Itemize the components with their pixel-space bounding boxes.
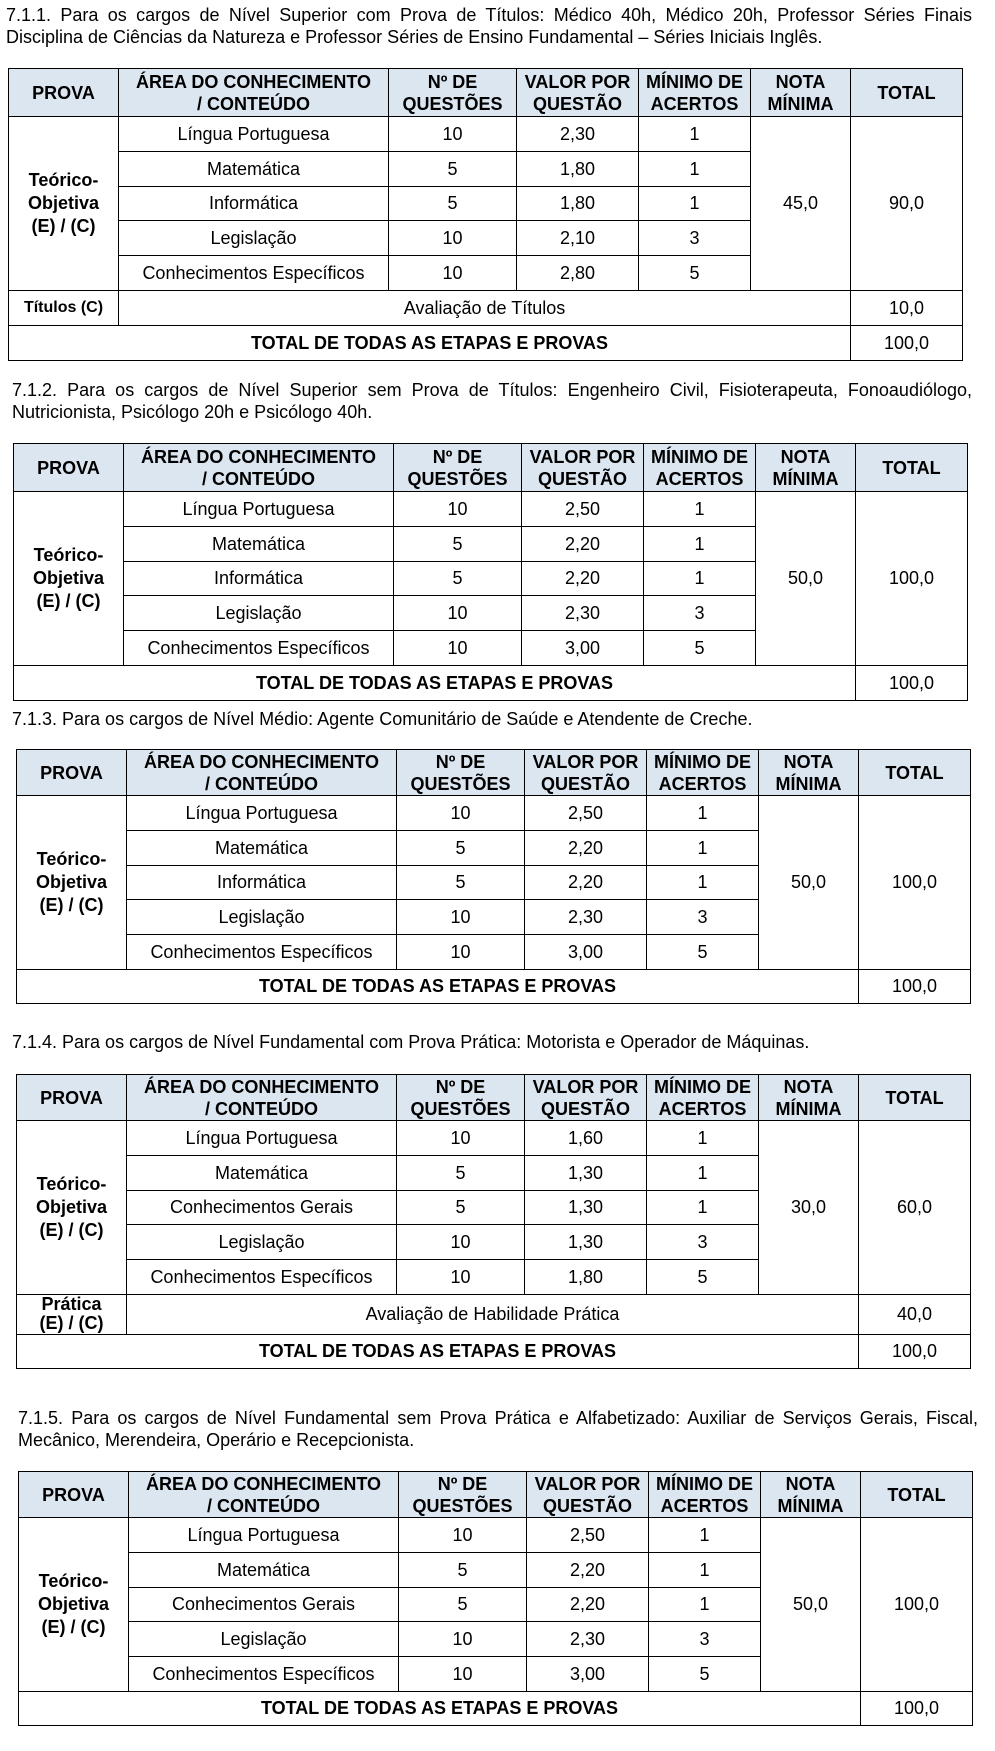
header-total: TOTAL	[851, 69, 963, 117]
header-valor	[525, 1075, 647, 1121]
valor-cell: 2,20	[527, 1587, 649, 1622]
prova-name	[9, 117, 119, 291]
table-row	[17, 796, 971, 831]
header-questoes	[389, 69, 517, 117]
header-line: MÍNIMA	[777, 1495, 844, 1516]
header-line: MÍNIMA	[767, 93, 834, 114]
header-total: TOTAL	[856, 444, 968, 492]
header-line: QUESTÃO	[540, 773, 630, 794]
valor-cell: 2,20	[522, 561, 644, 596]
minimo-cell: 1	[644, 561, 756, 596]
questoes-cell: 5	[399, 1587, 527, 1622]
grand-total-value: 100,0	[859, 969, 971, 1003]
score-table	[16, 1074, 971, 1369]
header-line: ACERTOS	[660, 1495, 749, 1516]
nota-minima-cell: 30,0	[759, 1121, 859, 1295]
questoes-cell: 10	[389, 221, 517, 256]
header-line: QUESTÕES	[402, 93, 503, 114]
header-line: MÍNIMO DE	[654, 1076, 751, 1097]
questoes-cell: 10	[394, 631, 522, 666]
area-cell: Língua Portuguesa	[124, 492, 394, 527]
grand-total-label: TOTAL DE TODAS AS ETAPAS E PROVAS	[17, 969, 859, 1003]
header-nota	[761, 1472, 861, 1518]
minimo-cell: 1	[644, 526, 756, 561]
header-minimo	[639, 69, 751, 117]
questoes-cell: 10	[394, 596, 522, 631]
questoes-cell: 5	[394, 561, 522, 596]
total-cell: 100,0	[859, 796, 971, 970]
header-line: Nº DE	[427, 71, 478, 92]
prova-line: Teórico-	[36, 848, 107, 869]
header-line: ACERTOS	[655, 468, 744, 489]
area-cell: Língua Portuguesa	[129, 1518, 399, 1553]
valor-cell: 2,50	[527, 1518, 649, 1553]
section-caption: 7.1.3. Para os cargos de Nível Médio: Agente Comunitário de Saúde e Atendente de Creche.	[12, 709, 753, 729]
header-line: ACERTOS	[658, 773, 747, 794]
header-minimo	[649, 1472, 761, 1518]
area-cell: Legislação	[127, 1225, 397, 1260]
area-cell: Língua Portuguesa	[119, 117, 389, 152]
area-cell: Matemática	[127, 1155, 397, 1190]
area-cell: Legislação	[124, 596, 394, 631]
questoes-cell: 10	[399, 1622, 527, 1657]
header-prova: PROVA	[17, 1075, 127, 1121]
minimo-cell: 1	[649, 1587, 761, 1622]
area-cell: Matemática	[127, 830, 397, 865]
area-cell: Conhecimentos Específicos	[127, 1260, 397, 1295]
questoes-cell: 10	[389, 256, 517, 291]
header-line: ÁREA DO CONHECIMENTO	[135, 71, 371, 92]
header-line: VALOR POR	[532, 1076, 639, 1097]
table-row	[19, 1518, 973, 1553]
header-line: ÁREA DO CONHECIMENTO	[143, 751, 379, 772]
area-cell: Legislação	[119, 221, 389, 256]
questoes-cell: 5	[389, 186, 517, 221]
area-cell: Conhecimentos Específicos	[124, 631, 394, 666]
minimo-cell: 1	[647, 1155, 759, 1190]
prova-line: (E) / (C)	[39, 894, 104, 915]
header-valor	[522, 444, 644, 492]
header-total: TOTAL	[859, 1075, 971, 1121]
minimo-cell: 1	[639, 186, 751, 221]
header-questoes	[397, 750, 525, 796]
section-caption: 7.1.1. Para os cargos de Nível Superior com Prova de Títulos: Médico 40h, Médico 20h, Professor Séries Finais Disciplina de Ciências da Natureza e Professor Séries de Ensino Fundamental – Séries Iniciais Inglês.	[6, 5, 972, 47]
minimo-cell: 1	[649, 1552, 761, 1587]
section-caption: 7.1.4. Para os cargos de Nível Fundamental com Prova Prática: Motorista e Operador de Máquinas.	[12, 1032, 810, 1052]
minimo-cell: 5	[644, 631, 756, 666]
area-cell: Legislação	[129, 1622, 399, 1657]
header-valor	[517, 69, 639, 117]
grand-total-label: TOTAL DE TODAS AS ETAPAS E PROVAS	[14, 665, 856, 700]
header-line: QUESTÕES	[410, 1098, 511, 1119]
prova-line: (E) / (C)	[39, 1219, 104, 1240]
minimo-cell: 3	[647, 900, 759, 935]
extra-prova-name	[17, 1294, 127, 1334]
extra-row	[17, 1294, 971, 1334]
nota-minima-cell: 45,0	[751, 117, 851, 291]
minimo-cell: 1	[647, 1190, 759, 1225]
header-line: QUESTÕES	[407, 468, 508, 489]
prova-line: (E) / (C)	[39, 1313, 104, 1334]
questoes-cell: 5	[397, 865, 525, 900]
header-line: NOTA	[783, 1076, 834, 1097]
grand-total-row	[17, 969, 971, 1003]
area-cell: Matemática	[129, 1552, 399, 1587]
prova-line: Objetiva	[27, 192, 100, 213]
valor-cell: 1,80	[525, 1260, 647, 1295]
valor-cell: 3,00	[527, 1657, 649, 1692]
area-cell: Conhecimentos Específicos	[119, 256, 389, 291]
prova-line: Objetiva	[32, 567, 105, 588]
header-line: VALOR POR	[532, 751, 639, 772]
header-line: / CONTEÚDO	[206, 1495, 320, 1516]
area-cell: Informática	[119, 186, 389, 221]
valor-cell: 2,20	[525, 865, 647, 900]
header-line: Nº DE	[435, 1076, 486, 1097]
header-line: / CONTEÚDO	[201, 468, 315, 489]
area-cell: Conhecimentos Gerais	[129, 1587, 399, 1622]
extra-row	[9, 290, 963, 325]
grand-total-label: TOTAL DE TODAS AS ETAPAS E PROVAS	[9, 325, 851, 360]
area-cell: Conhecimentos Gerais	[127, 1190, 397, 1225]
prova-line: Títulos (C)	[23, 298, 104, 316]
valor-cell: 2,50	[525, 796, 647, 831]
header-area	[127, 750, 397, 796]
prova-line: (E) / (C)	[36, 590, 101, 611]
table-row	[17, 1121, 971, 1156]
questoes-cell: 10	[399, 1518, 527, 1553]
header-line: ACERTOS	[650, 93, 739, 114]
questoes-cell: 10	[397, 1260, 525, 1295]
prova-name	[14, 492, 124, 666]
questoes-cell: 5	[397, 1155, 525, 1190]
prova-line: Objetiva	[35, 1196, 108, 1217]
total-cell: 90,0	[851, 117, 963, 291]
grand-total-row	[17, 1334, 971, 1368]
questoes-cell: 5	[394, 526, 522, 561]
table-header-row	[19, 1472, 973, 1518]
minimo-cell: 5	[649, 1657, 761, 1692]
prova-line: (E) / (C)	[41, 1616, 106, 1637]
table-header-row	[17, 750, 971, 796]
header-line: Nº DE	[437, 1473, 488, 1494]
extra-description: Avaliação de Habilidade Prática	[127, 1294, 859, 1334]
questoes-cell: 10	[397, 935, 525, 970]
minimo-cell: 1	[647, 796, 759, 831]
table-row	[9, 117, 963, 152]
valor-cell: 1,30	[525, 1155, 647, 1190]
questoes-cell: 5	[397, 1190, 525, 1225]
questoes-cell: 5	[399, 1552, 527, 1587]
minimo-cell: 1	[647, 865, 759, 900]
header-total: TOTAL	[861, 1472, 973, 1518]
valor-cell: 1,30	[525, 1225, 647, 1260]
header-questoes	[399, 1472, 527, 1518]
extra-total: 40,0	[859, 1294, 971, 1334]
header-line: NOTA	[783, 751, 834, 772]
total-cell: 60,0	[859, 1121, 971, 1295]
header-line: MÍNIMO DE	[656, 1473, 753, 1494]
minimo-cell: 5	[647, 1260, 759, 1295]
grand-total-label: TOTAL DE TODAS AS ETAPAS E PROVAS	[19, 1691, 861, 1725]
header-nota	[759, 750, 859, 796]
valor-cell: 3,00	[522, 631, 644, 666]
table-header-row	[14, 444, 968, 492]
questoes-cell: 10	[397, 1121, 525, 1156]
prova-line: Objetiva	[35, 871, 108, 892]
header-prova: PROVA	[17, 750, 127, 796]
prova-name	[17, 1121, 127, 1295]
header-line: / CONTEÚDO	[204, 773, 318, 794]
score-table	[16, 749, 971, 1004]
header-line: ÁREA DO CONHECIMENTO	[145, 1473, 381, 1494]
valor-cell: 2,30	[525, 900, 647, 935]
score-table	[13, 443, 968, 701]
valor-cell: 2,30	[517, 117, 639, 152]
grand-total-value: 100,0	[851, 325, 963, 360]
area-cell: Língua Portuguesa	[127, 1121, 397, 1156]
section-caption: 7.1.5. Para os cargos de Nível Fundamental sem Prova Prática e Alfabetizado: Auxiliar de Serviços Gerais, Fiscal, Mecânico, Merendeira, Operário e Recepcionista.	[18, 1408, 978, 1450]
header-valor	[527, 1472, 649, 1518]
score-table	[18, 1471, 973, 1726]
extra-description: Avaliação de Títulos	[119, 290, 851, 325]
valor-cell: 1,60	[525, 1121, 647, 1156]
header-nota	[751, 69, 851, 117]
total-cell: 100,0	[861, 1518, 973, 1692]
header-questoes	[394, 444, 522, 492]
valor-cell: 2,20	[525, 830, 647, 865]
area-cell: Informática	[127, 865, 397, 900]
header-line: MÍNIMO DE	[651, 446, 748, 467]
minimo-cell: 1	[649, 1518, 761, 1553]
header-total: TOTAL	[859, 750, 971, 796]
extra-prova-name	[9, 290, 119, 325]
header-line: / CONTEÚDO	[204, 1098, 318, 1119]
header-line: NOTA	[780, 446, 831, 467]
header-area	[129, 1472, 399, 1518]
header-nota	[756, 444, 856, 492]
valor-cell: 3,00	[525, 935, 647, 970]
header-area	[127, 1075, 397, 1121]
header-line: VALOR POR	[524, 71, 631, 92]
header-minimo	[647, 1075, 759, 1121]
questoes-cell: 5	[397, 830, 525, 865]
header-prova: PROVA	[9, 69, 119, 117]
header-line: MÍNIMO DE	[646, 71, 743, 92]
valor-cell: 1,80	[517, 151, 639, 186]
nota-minima-cell: 50,0	[756, 492, 856, 666]
header-valor	[525, 750, 647, 796]
header-line: QUESTÃO	[540, 1098, 630, 1119]
header-line: VALOR POR	[534, 1473, 641, 1494]
header-line: QUESTÃO	[537, 468, 627, 489]
questoes-cell: 10	[397, 1225, 525, 1260]
prova-line: Teórico-	[36, 1173, 107, 1194]
header-line: QUESTÃO	[532, 93, 622, 114]
header-line: MÍNIMA	[775, 1098, 842, 1119]
area-cell: Informática	[124, 561, 394, 596]
header-line: MÍNIMO DE	[654, 751, 751, 772]
header-line: MÍNIMA	[775, 773, 842, 794]
prova-name	[19, 1518, 129, 1692]
grand-total-row	[9, 325, 963, 360]
area-cell: Conhecimentos Específicos	[129, 1657, 399, 1692]
prova-line: Objetiva	[37, 1593, 110, 1614]
header-line: Nº DE	[432, 446, 483, 467]
table-row	[14, 492, 968, 527]
minimo-cell: 3	[644, 596, 756, 631]
header-line: QUESTÃO	[542, 1495, 632, 1516]
questoes-cell: 10	[399, 1657, 527, 1692]
header-area	[119, 69, 389, 117]
area-cell: Legislação	[127, 900, 397, 935]
valor-cell: 2,30	[522, 596, 644, 631]
minimo-cell: 3	[649, 1622, 761, 1657]
valor-cell: 2,10	[517, 221, 639, 256]
questoes-cell: 10	[394, 492, 522, 527]
header-minimo	[644, 444, 756, 492]
header-line: MÍNIMA	[772, 468, 839, 489]
valor-cell: 2,30	[527, 1622, 649, 1657]
minimo-cell: 1	[639, 117, 751, 152]
grand-total-label: TOTAL DE TODAS AS ETAPAS E PROVAS	[17, 1334, 859, 1368]
score-table	[8, 68, 963, 361]
prova-line: Teórico-	[28, 169, 99, 190]
minimo-cell: 5	[639, 256, 751, 291]
prova-line: Prática	[41, 1294, 102, 1315]
header-questoes	[397, 1075, 525, 1121]
header-line: VALOR POR	[529, 446, 636, 467]
prova-name	[17, 796, 127, 970]
area-cell: Conhecimentos Específicos	[127, 935, 397, 970]
valor-cell: 2,20	[527, 1552, 649, 1587]
grand-total-value: 100,0	[861, 1691, 973, 1725]
questoes-cell: 10	[397, 900, 525, 935]
header-line: NOTA	[775, 71, 826, 92]
minimo-cell: 3	[639, 221, 751, 256]
minimo-cell: 1	[644, 492, 756, 527]
header-line: / CONTEÚDO	[196, 93, 310, 114]
nota-minima-cell: 50,0	[759, 796, 859, 970]
header-line: ÁREA DO CONHECIMENTO	[143, 1076, 379, 1097]
header-line: QUESTÕES	[412, 1495, 513, 1516]
header-minimo	[647, 750, 759, 796]
minimo-cell: 5	[647, 935, 759, 970]
questoes-cell: 10	[389, 117, 517, 152]
valor-cell: 2,20	[522, 526, 644, 561]
area-cell: Matemática	[124, 526, 394, 561]
total-cell: 100,0	[856, 492, 968, 666]
header-line: QUESTÕES	[410, 773, 511, 794]
questoes-cell: 10	[397, 796, 525, 831]
minimo-cell: 3	[647, 1225, 759, 1260]
header-prova: PROVA	[19, 1472, 129, 1518]
area-cell: Língua Portuguesa	[127, 796, 397, 831]
questoes-cell: 5	[389, 151, 517, 186]
minimo-cell: 1	[647, 1121, 759, 1156]
grand-total-row	[19, 1691, 973, 1725]
valor-cell: 2,50	[522, 492, 644, 527]
table-header-row	[17, 1075, 971, 1121]
prova-line: (E) / (C)	[31, 215, 96, 236]
table-header-row	[9, 69, 963, 117]
valor-cell: 2,80	[517, 256, 639, 291]
prova-line: Teórico-	[33, 544, 104, 565]
header-line: ÁREA DO CONHECIMENTO	[140, 446, 376, 467]
valor-cell: 1,80	[517, 186, 639, 221]
valor-cell: 1,30	[525, 1190, 647, 1225]
header-nota	[759, 1075, 859, 1121]
minimo-cell: 1	[647, 830, 759, 865]
section-caption: 7.1.2. Para os cargos de Nível Superior sem Prova de Títulos: Engenheiro Civil, Fisioterapeuta, Fonoaudiólogo, Nutricionista, Psicólogo 20h e Psicólogo 40h.	[12, 380, 972, 422]
minimo-cell: 1	[639, 151, 751, 186]
extra-total: 10,0	[851, 290, 963, 325]
grand-total-value: 100,0	[859, 1334, 971, 1368]
header-line: Nº DE	[435, 751, 486, 772]
header-area	[124, 444, 394, 492]
header-line: ACERTOS	[658, 1098, 747, 1119]
header-prova: PROVA	[14, 444, 124, 492]
grand-total-value: 100,0	[856, 665, 968, 700]
area-cell: Matemática	[119, 151, 389, 186]
header-line: NOTA	[785, 1473, 836, 1494]
nota-minima-cell: 50,0	[761, 1518, 861, 1692]
prova-line: Teórico-	[38, 1570, 109, 1591]
grand-total-row	[14, 665, 968, 700]
